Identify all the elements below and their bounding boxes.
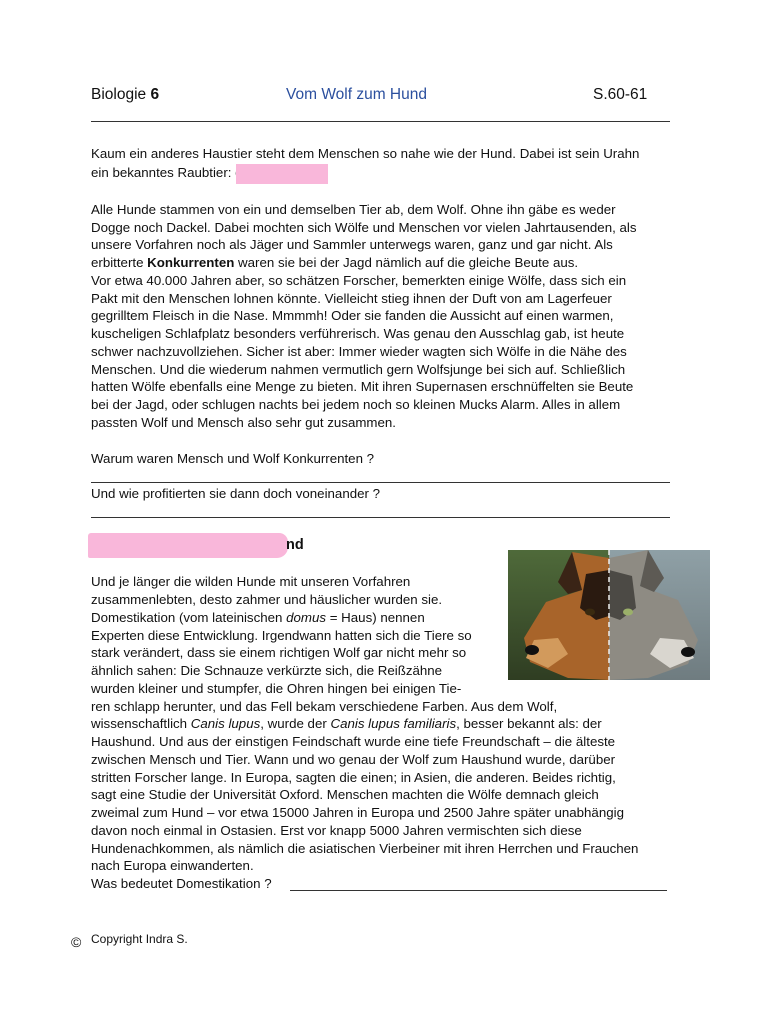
para4-line-2: zusammenlebten, desto zahmer und häuslicher wurden sie. [91, 592, 443, 607]
intro-line-2: ein bekanntes Raubtier: [91, 163, 291, 182]
para4-line-13: sagt eine Studie der Universität Oxford. Menschen machten die Wölfe demnach gleich [91, 787, 599, 802]
answer-line-3[interactable] [290, 890, 667, 891]
answer-line-2[interactable] [91, 517, 670, 518]
copyright-text: Copyright Indra S. [91, 932, 188, 946]
para3-line-8: bei der Jagd, oder schlugen nachts bei jedem noch so kleinen Mucks Alarm. Alles in allem [91, 397, 621, 412]
para3-line-9: passten Wolf und Mensch also sehr gut zusammen. [91, 415, 396, 430]
para3-line-6: Menschen. Und die wiederum nahmen vermutlich gern Wolfsjunge bei sich auf. Schließlich [91, 362, 626, 377]
para4-line-14: zweimal zum Hund – vor etwa 15000 Jahren in Europa und 2500 Jahre später unabhängig [91, 805, 624, 820]
para4-line-15: davon noch einmal in Ostasien. Erst vor knapp 5000 Jahren vermischten sich diese [91, 823, 582, 838]
para2-line-2: Dogge noch Dackel. Dabei mochten sich Wölfe und Menschen vor vielen Jahrtausenden, als [91, 220, 637, 235]
para2-line-1: Alle Hunde stammen von ein und demselben Tier ab, dem Wolf. Ohne ihn gäbe es weder [91, 202, 616, 217]
para4-line-7: wurden kleiner und stumpfer, die Ohren hingen bei einigen Tie- [91, 681, 462, 696]
para2-line-4: erbitterte Konkurrenten waren sie bei der Jagd nämlich auf die gleiche Beute aus. [91, 255, 579, 270]
page-title: Vom Wolf zum Hund [286, 86, 427, 103]
para4-line-8: ren schlapp herunter, und das Fell bekam verschiedene Farben. Aus dem Wolf, [91, 699, 558, 714]
para4-line-16: Hundenachkommen, als nämlich die asiatischen Vierbeiner mit ihren Herrchen und Frauchen [91, 841, 639, 856]
para4-line-5: stark verändert, dass sie einem richtigen Wolf gar nicht mehr so [91, 645, 467, 660]
intro-line-1: Kaum ein anderes Haustier steht dem Menschen so nahe wie der Hund. Dabei ist sein Urahn [91, 146, 640, 161]
para4-line-3: Domestikation (vom lateinischen domus = Haus) nennen [91, 610, 425, 625]
para4-line-9: wissenschaftlich Canis lupus, wurde der Canis lupus familiaris, besser bekannt als: der [91, 716, 602, 731]
para3-line-2: Pakt mit den Menschen lohnen könnte. Vielleicht stieg ihnen der Duft von am Lagerfeuer [91, 291, 612, 306]
subject-label: Biologie 6 [91, 86, 160, 103]
para4-line-6: ähnlich sahen: Die Schnauze verkürzte sich, die Reißzähne [91, 663, 443, 678]
para4-line-17: nach Europa einwanderten. [91, 858, 254, 873]
para2-line-3: unsere Vorfahren noch als Jäger und Sammler unterwegs waren, ganz und gar nicht. Als [91, 237, 613, 252]
question-3: Was bedeutet Domestikation ? [91, 876, 272, 891]
header-rule [91, 121, 670, 122]
para3-line-4: kuscheligen Schlafplatz besonders verführerisch. Was genau den Ausschlag gab, ist heute [91, 326, 625, 341]
dog-wolf-photo [508, 550, 710, 680]
para4-line-12: stritten Forscher lange. In Europa, sagten die einen; in Asien, die anderen. Beides richtig, [91, 770, 616, 785]
para3-line-5: schwer nachzuvollziehen. Sicher ist aber: Immer wieder wagten sich Wölfe in die Nähe des [91, 344, 627, 359]
para3-line-1: Vor etwa 40.000 Jahren aber, so schätzen Forscher, bemerkten einige Wölfe, dass sich ein [91, 273, 627, 288]
para4-line-1: Und je länger die wilden Hunde mit unseren Vorfahren [91, 574, 411, 589]
para4-line-10: Haushund. Und aus der einstigen Feindschaft wurde eine tiefe Freundschaft – die älteste [91, 734, 616, 749]
para3-line-7: hatten Wölfe ebenfalls eine Menge zu bieten. Mit ihren Supernasen erschnüffelten sie Beute [91, 379, 634, 394]
answer-line-1[interactable] [91, 482, 670, 483]
para4-line-4: Experten diese Entwicklung. Irgendwann hatten sich die Tiere so [91, 628, 472, 643]
dog-wolf-illustration [508, 550, 710, 680]
grade-number: 6 [150, 86, 160, 103]
heading-highlight [88, 533, 288, 558]
question-1: Warum waren Mensch und Wolf Konkurrenten ? [91, 451, 375, 466]
page-reference: S.60-61 [593, 86, 648, 103]
question-2: Und wie profitierten sie dann doch voneinander ? [91, 486, 381, 501]
keyword-konkurrenten: Konkurrenten [147, 255, 235, 270]
copyright-icon: © [71, 934, 82, 950]
section-heading: nd [286, 537, 304, 553]
para3-line-3: gegrilltem Fleisch in die Nase. Mmmmh! Oder sie fanden die Aussicht auf einen warmen, [91, 308, 614, 323]
para4-line-11: zwischen Mensch und Tier. Wann und wo genau der Wolf zum Haushund wurde, darüber [91, 752, 616, 767]
answer-highlight [236, 164, 328, 184]
